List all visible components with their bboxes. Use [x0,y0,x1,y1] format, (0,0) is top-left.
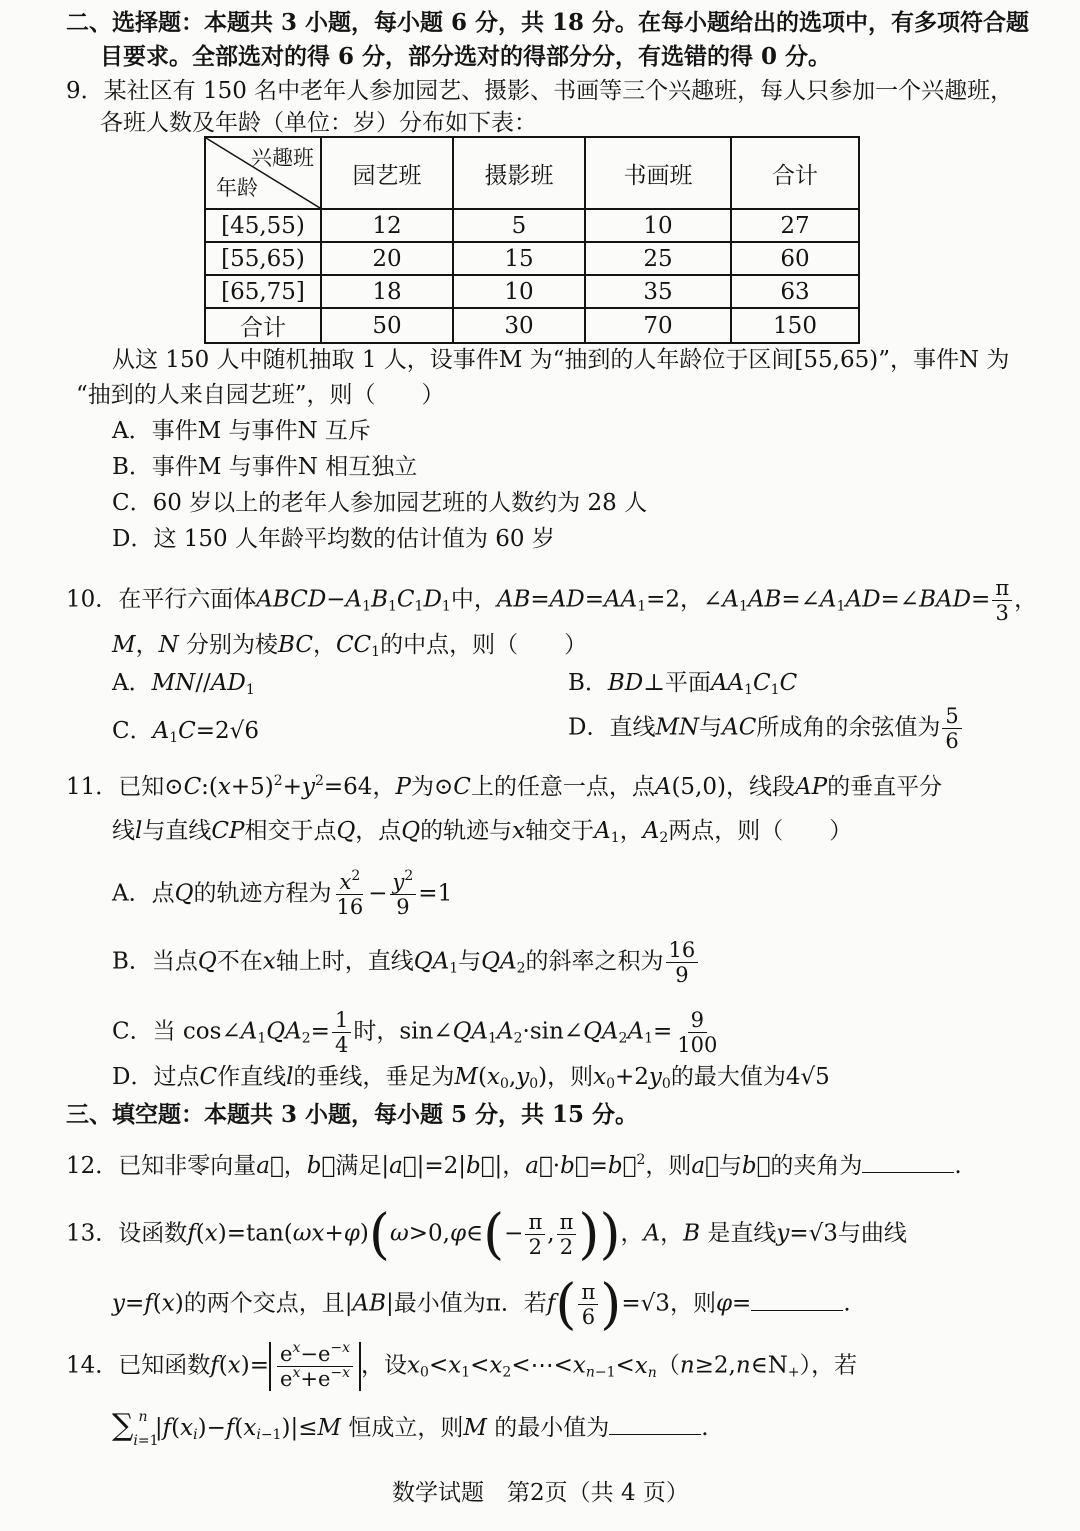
table-header-row [205,137,859,209]
q10-text: 的中点，则（ ） [380,632,588,658]
table-header: 摄影班 [453,137,585,209]
q10-option-c: C．$A_1C=2√6$ [112,718,259,746]
q10-option-a: A．$MN//AD_1$ [112,670,255,698]
cosine-fraction: $\frac{5}{6}$ [942,704,961,753]
table-cell: 30 [453,308,585,343]
q11-option-a: A．点Q的轨迹方程为 $\frac{x^2}{16}$ − $\frac{y^2}{9}$ =1 [112,868,453,919]
table-cell: 60 [731,242,859,275]
q9-stem-line2: 各班人数及年龄（单位：岁）分布如下表： [100,110,537,136]
q12: 12．已知非零向量a⃗，b⃗满足|a⃗|=2|b⃗|，a⃗·b⃗=b⃗$^2$，则a⃗与b⃗的夹角为 . [66,1152,962,1179]
table-corner-cell [205,137,321,209]
table-cell: 10 [585,209,731,242]
table-cell: 50 [321,308,453,343]
q11-option-b: B．当点Q不在x轴上时，直线$QA_1$与$QA_2$的斜率之积为 $\frac{16}{9}$ [112,938,700,987]
q11-stem: 11．已知$⊙C:(x+5)^2+y^2=64$，P为⊙C上的任意一点，点A(5,0)，线段AP的垂直平分 [66,773,943,800]
row-label: [55,65) [205,242,321,275]
corner-top-label: 兴趣班 [251,146,314,170]
table-cell: 15 [453,242,585,275]
section2-line1: 二、选择题：本题共 3 小题，每小题 6 分，共 18 分。在每小题给出的选项中，有多项符合题 [66,9,1030,36]
table-cell: 27 [731,209,859,242]
corner-bottom-label: 年龄 [216,176,258,200]
q11-line2: 线l与直线CP相交于点Q，点Q的轨迹与x轴交于$A_1$，$A_2$两点，则（ ） [112,818,853,846]
q11-option-c: C．当 $\cos\angle A_1QA_2=$ $\frac{1}{4}$ 时，$\sin\angle QA_1A_2\cdot\sin\angle QA_2A_1=$ $\frac{9}{100}$ [112,1008,718,1057]
table-cell: 150 [731,308,859,343]
table-cell: 20 [321,242,453,275]
table-row [205,209,859,242]
q9-stem-line1: 9．某社区有 150 名中老年人参加园艺、摄影、书画等三个兴趣班，每人只参加一个兴趣班， [66,78,1014,104]
table-cell: 70 [585,308,731,343]
q13: 13．设函数f(x)=tan(ωx+φ)(ω>0,φ∈(− $\frac{\pi}{2}$ , $\frac{\pi}{2}$ ))，A，B 是直线y=√3与曲线 [66,1202,907,1266]
table-cell: 12 [321,209,453,242]
q14-line2: $\sum_{i=1}^n$ $|f(x_i)-f(x_{i-1})|\le M$ 恒成立，则M 的最小值为 . [112,1408,709,1449]
answer-blank[interactable] [751,1288,843,1311]
q10-option-b: B．BD⊥平面$AA_1C_1C$ [568,670,798,698]
table-header: 书画班 [585,137,731,209]
q13-line2: y=f(x)的两个交点，且|AB|最小值为π．若f( $\frac{\pi}{6}$ )=√3，则φ= . [112,1272,851,1336]
age-distribution-table [204,136,860,344]
q10-number: 10． [66,586,119,613]
table-cell: 63 [731,275,859,308]
q9-text-line1: 从这 150 人中随机抽取 1 人，设事件M 为“抽到的人年龄位于区间[55,65)”，事件N 为 [112,347,1010,373]
q9-option-b: B．事件M 与事件N 相互独立 [112,454,418,480]
table-cell: 35 [585,275,731,308]
q10-stem-text: 在平行六面体 [118,586,257,613]
answer-blank[interactable] [609,1412,701,1435]
section3-heading: 三、填空题：本题共 3 小题，每小题 5 分，共 15 分。 [66,1101,639,1128]
q10-stem-text: 中， [450,586,497,613]
row-label: 合计 [205,308,321,343]
table-cell: 10 [453,275,585,308]
table-cell: 25 [585,242,731,275]
row-label: [45,55) [205,209,321,242]
table-header: 合计 [731,137,859,209]
q11-option-d: D．过点C作直线l的垂线，垂足为$M(x_0,y_0)$，则$x_0+2y_0$的最大值为4√5 [112,1064,830,1092]
table-cell: 18 [321,275,453,308]
table-row [205,275,859,308]
q14: 14．已知函数f(x)= $\frac{e^x-e^{-x}}{e^x+e^{-x}}$ ，设$x_0<x_1<x_2<\cdots<x_{n-1}<x_n(n\ge 2,n\in N_+)$，若 [66,1340,858,1391]
table-row [205,308,859,343]
q10-line2: M，N 分别为棱BC，$CC_1$的中点，则（ ） [112,632,588,660]
q9-option-c: C．60 岁以上的老年人参加园艺班的人数约为 28 人 [112,490,648,516]
q9-option-d: D．这 150 人年龄平均数的估计值为 60 岁 [112,526,555,552]
q10-stem: 10．在平行六面体$ABCD-A_1B_1C_1D_1$中，$AB=AD=AA_1=2$，$\angle A_1AB=\angle A_1AD=\angle BAD=$ $\frac{\pi}{3}$ ， [66,576,1038,625]
q10-option-d: D．直线MN与AC所成角的余弦值为 $\frac{5}{6}$ [568,704,964,753]
answer-blank[interactable] [862,1150,954,1173]
pi-over-3: $\frac{\pi}{3}$ [992,576,1012,625]
row-label: [65,75] [205,275,321,308]
q9-option-a: A．事件M 与事件N 互斥 [112,418,371,444]
q9-text-line2: “抽到的人来自园艺班”，则（ ） [76,382,445,408]
table-row [205,242,859,275]
section2-line2: 目要求。全部选对的得 6 分，部分选对的得部分分，有选错的得 0 分。 [100,43,832,70]
table-header: 园艺班 [321,137,453,209]
table-cell: 5 [453,209,585,242]
page-footer: 数学试题 第2页（共 4 页） [392,1480,689,1506]
q10-text: 分别为棱 [186,632,278,658]
